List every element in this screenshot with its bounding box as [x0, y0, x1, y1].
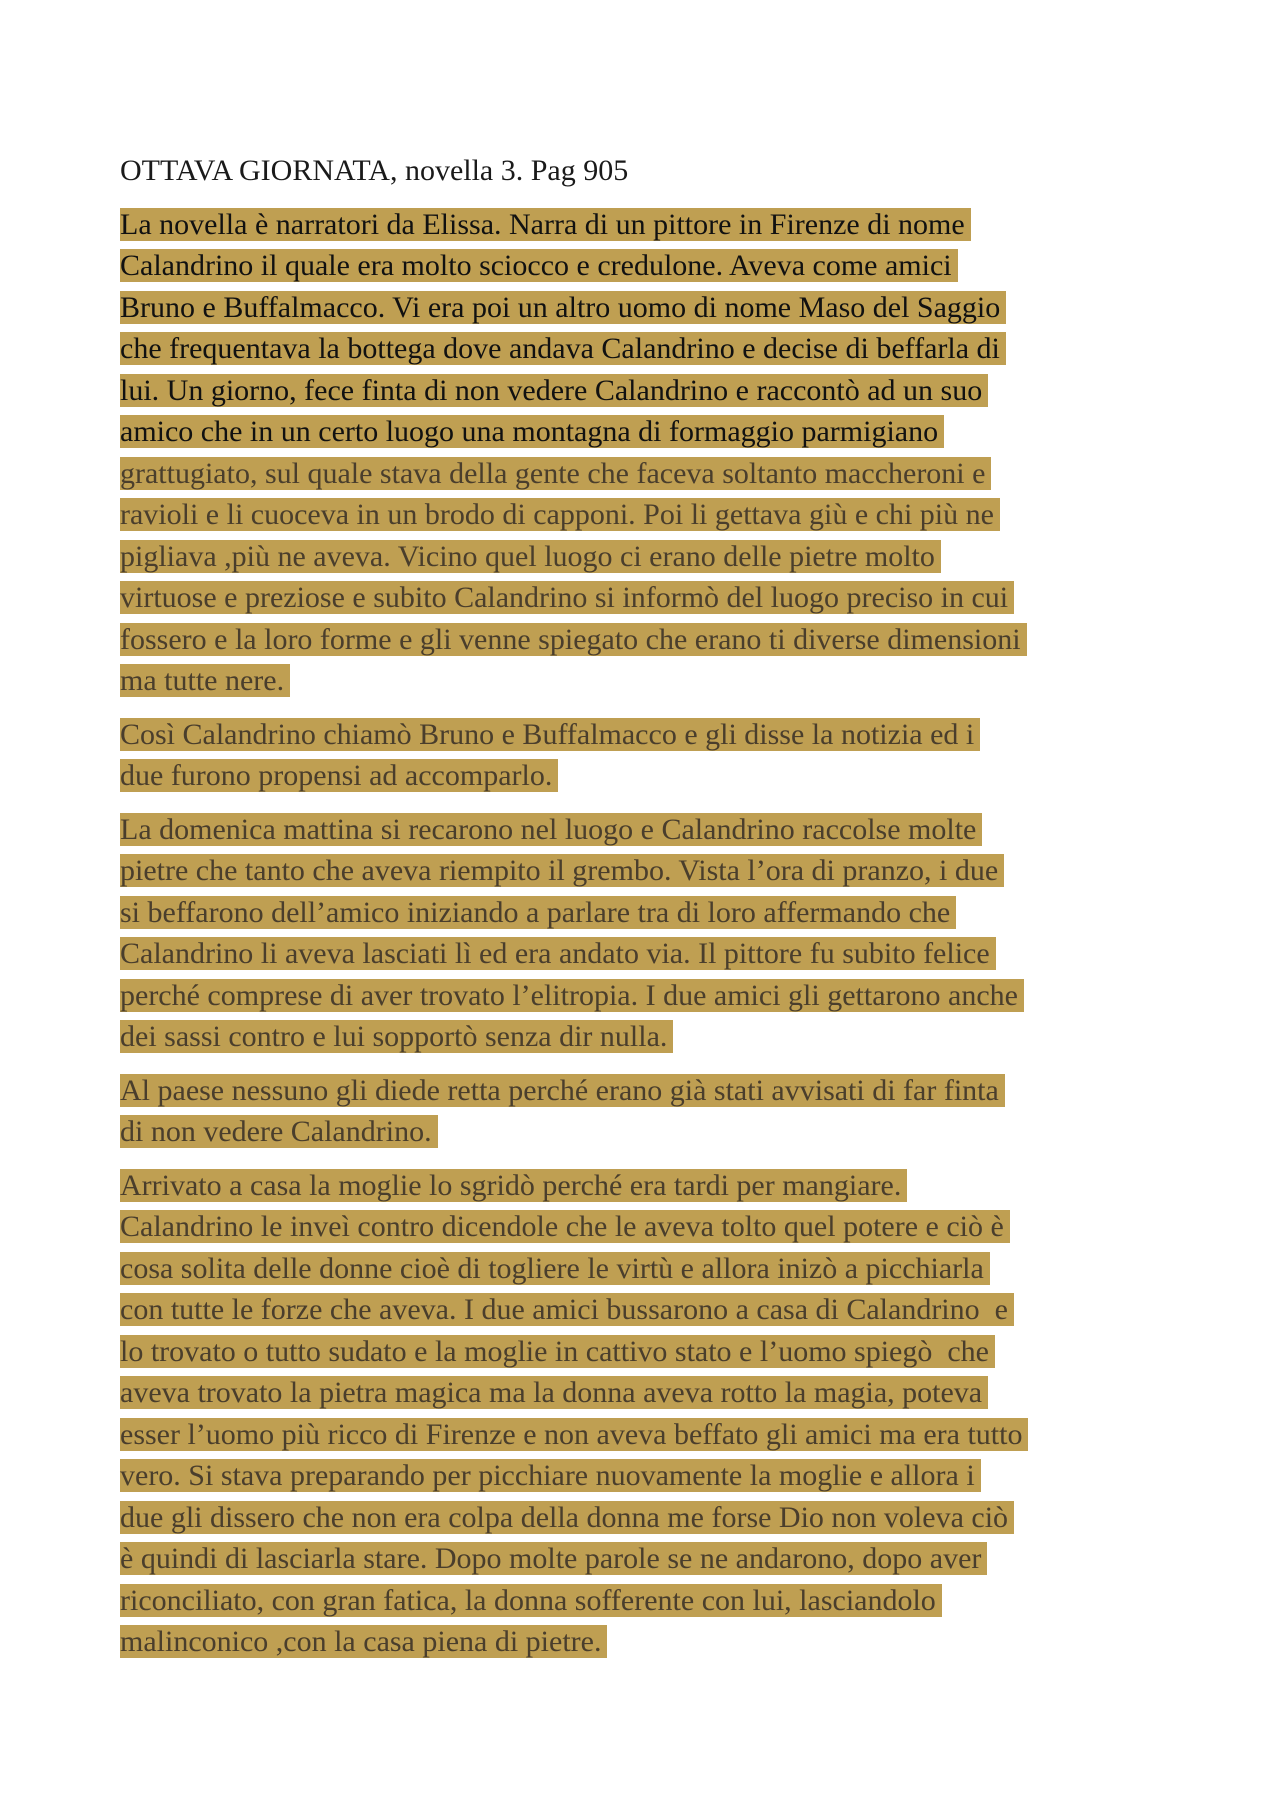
text-line: lui. Un giorno, fece finta di non vedere Calandrino e raccontò ad un suo: [120, 370, 1180, 412]
text-line: amico che in un certo luogo una montagna di formaggio parmigiano: [120, 411, 1180, 453]
text-line: con tutte le forze che aveva. I due amici bussarono a casa di Calandrino e: [120, 1289, 1180, 1331]
text-line: è quindi di lasciarla stare. Dopo molte parole se ne andarono, dopo aver: [120, 1538, 1180, 1580]
text-line: Bruno e Buffalmacco. Vi era poi un altro uomo di nome Maso del Saggio: [120, 287, 1180, 329]
text-line: Così Calandrino chiamò Bruno e Buffalmacco e gli disse la notizia ed i: [120, 714, 1180, 756]
paragraph-2: [120, 714, 1180, 797]
paragraph-1: [120, 204, 1180, 702]
document-title: OTTAVA GIORNATA, novella 3. Pag 905: [120, 154, 629, 187]
text-line: cosa solita delle donne cioè di togliere le virtù e allora inizò a picchiarla: [120, 1248, 1180, 1290]
paragraph-4: [120, 1070, 1180, 1153]
text-line: malinconico ,con la casa piena di pietre.: [120, 1621, 1180, 1663]
text-line: virtuose e preziose e subito Calandrino si informò del luogo preciso in cui: [120, 577, 1180, 619]
text-line: dei sassi contro e lui sopportò senza dir nulla.: [120, 1016, 1180, 1058]
text-line: di non vedere Calandrino.: [120, 1111, 1180, 1153]
paragraph-3: [120, 809, 1180, 1058]
text-line: La domenica mattina si recarono nel luogo e Calandrino raccolse molte: [120, 809, 1180, 851]
text-line: grattugiato, sul quale stava della gente che faceva soltanto maccheroni e: [120, 453, 1180, 495]
text-line: vero. Si stava preparando per picchiare nuovamente la moglie e allora i: [120, 1455, 1180, 1497]
text-line: perché comprese di aver trovato l’elitropia. I due amici gli gettarono anche: [120, 975, 1180, 1017]
text-line: riconciliato, con gran fatica, la donna sofferente con lui, lasciandolo: [120, 1580, 1180, 1622]
text-line: pietre che tanto che aveva riempito il grembo. Vista l’ora di pranzo, i due: [120, 850, 1180, 892]
text-line: due furono propensi ad accomparlo.: [120, 755, 1180, 797]
text-line: Calandrino il quale era molto sciocco e credulone. Aveva come amici: [120, 245, 1180, 287]
text-line: pigliava ,più ne aveva. Vicino quel luogo ci erano delle pietre molto: [120, 536, 1180, 578]
text-line: si beffarono dell’amico iniziando a parlare tra di loro affermando che: [120, 892, 1180, 934]
text-line: Arrivato a casa la moglie lo sgridò perché era tardi per mangiare.: [120, 1165, 1180, 1207]
text-line: ma tutte nere.: [120, 660, 1180, 702]
text-line: fossero e la loro forme e gli venne spiegato che erano ti diverse dimensioni: [120, 619, 1180, 661]
text-line: due gli dissero che non era colpa della donna me forse Dio non voleva ciò: [120, 1497, 1180, 1539]
text-line: lo trovato o tutto sudato e la moglie in cattivo stato e l’uomo spiegò che: [120, 1331, 1180, 1373]
document-page: [120, 150, 1180, 1675]
text-line: che frequentava la bottega dove andava Calandrino e decise di beffarla di: [120, 328, 1180, 370]
text-line: Calandrino li aveva lasciati lì ed era andato via. Il pittore fu subito felice: [120, 933, 1180, 975]
paragraph-5: [120, 1165, 1180, 1663]
text-line: esser l’uomo più ricco di Firenze e non aveva beffato gli amici ma era tutto: [120, 1414, 1180, 1456]
text-line: ravioli e li cuoceva in un brodo di capponi. Poi li gettava giù e chi più ne: [120, 494, 1180, 536]
text-line: aveva trovato la pietra magica ma la donna aveva rotto la magia, poteva: [120, 1372, 1180, 1414]
text-line: Al paese nessuno gli diede retta perché erano già stati avvisati di far finta: [120, 1070, 1180, 1112]
text-line: Calandrino le inveì contro dicendole che le aveva tolto quel potere e ciò è: [120, 1206, 1180, 1248]
text-line: La novella è narratori da Elissa. Narra di un pittore in Firenze di nome: [120, 204, 1180, 246]
